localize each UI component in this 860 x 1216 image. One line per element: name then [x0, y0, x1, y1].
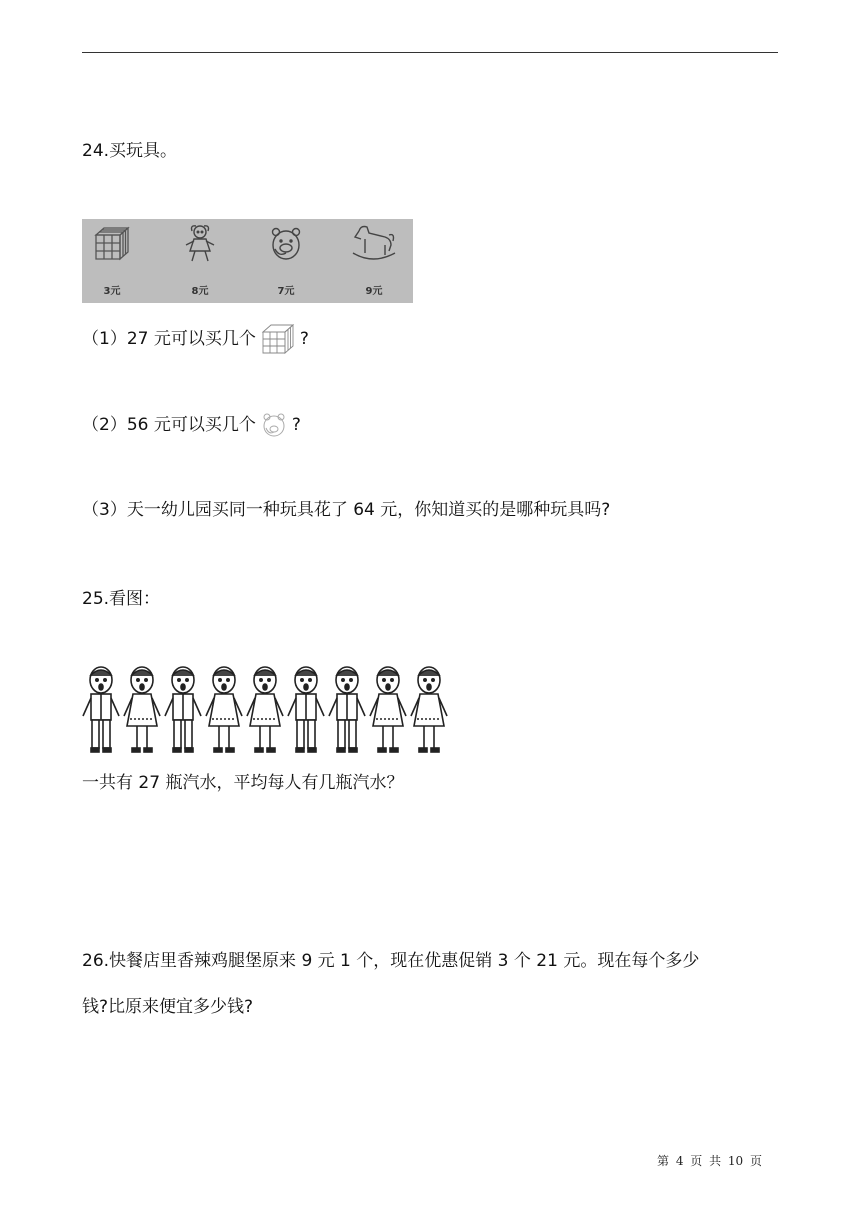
- page-footer: 第 4 页 共 10 页: [657, 1154, 762, 1168]
- child-figure: [206, 667, 242, 752]
- doll-icon: [170, 223, 230, 265]
- q24-sub2-qmark: ?: [291, 415, 301, 435]
- q25-question: 一共有 27 瓶汽水，平均每人有几瓶汽水？: [82, 773, 404, 793]
- q24-sub1-qmark: ?: [299, 329, 309, 349]
- q26-line2: 钱?比原来便宜多少钱?: [82, 997, 254, 1017]
- q24-title: 24.买玩具。: [82, 141, 178, 161]
- child-figure: [124, 667, 160, 752]
- q25-title: 25.看图：: [82, 589, 161, 609]
- q24-sub2-text: （2）56 元可以买几个: [82, 415, 256, 435]
- child-figure: [165, 667, 201, 752]
- q26-line1: 26.快餐店里香辣鸡腿堡原来 9 元 1 个，现在优惠促销 3 个 21 元。现在每个多少: [82, 951, 700, 971]
- rubik-cube-icon: [82, 225, 142, 263]
- child-figure: [329, 667, 365, 752]
- q24-sub1: [82, 323, 309, 355]
- toy-price-panel: [82, 219, 413, 303]
- price-label: 9元: [365, 286, 383, 297]
- child-figure: [288, 667, 324, 752]
- rocking-horse-icon: [344, 223, 404, 265]
- bear-icon: [256, 223, 316, 263]
- bear-icon: [260, 411, 288, 439]
- children-illustration: [80, 664, 460, 756]
- header-rule: [82, 52, 778, 53]
- price-label: 7元: [277, 286, 295, 297]
- rubik-cube-icon: [260, 323, 296, 355]
- child-figure: [83, 667, 119, 752]
- child-figure: [247, 667, 283, 752]
- q24-sub3: （3）天一幼儿园买同一种玩具花了 64 元，你知道买的是哪种玩具吗?: [82, 500, 611, 520]
- price-label: 8元: [191, 286, 209, 297]
- q24-sub1-text: （1）27 元可以买几个: [82, 329, 256, 349]
- child-figure: [370, 667, 406, 752]
- price-label: 3元: [103, 286, 121, 297]
- child-figure: [411, 667, 447, 752]
- q24-sub2: [82, 411, 301, 439]
